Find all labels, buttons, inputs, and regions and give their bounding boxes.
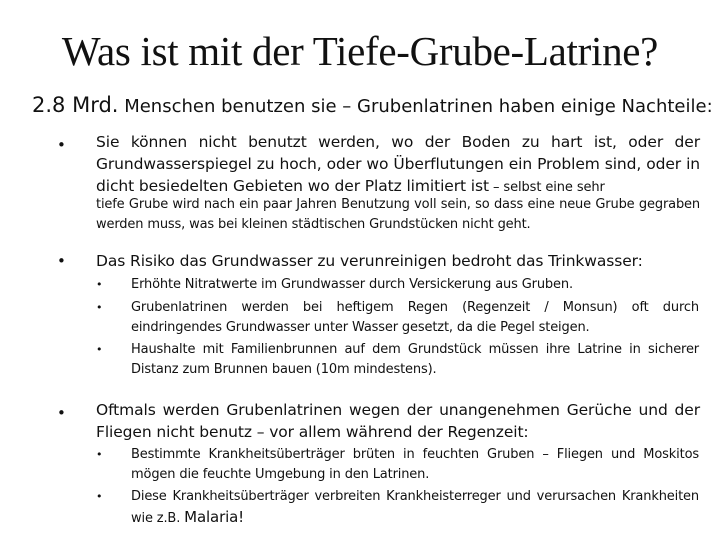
sub-bullet-marker: •	[96, 301, 103, 314]
bullet-marker: •	[57, 136, 66, 154]
sub-bullet-marker: •	[96, 490, 103, 503]
bullet-note: tiefe Grube wird nach ein paar Jahren Benutzung voll sein, so dass eine neue Grube gegraben werden muss, was bei kleinen städtischen Grundstücken nicht geht.	[96, 197, 700, 232]
subtitle-number: 2.8 Mrd.	[32, 93, 119, 117]
slide-title: Was ist mit der Tiefe-Grube-Latrine?	[61, 28, 659, 74]
subtitle-text: Menschen benutzen sie – Grubenlatrinen haben einige Nachteile:	[118, 96, 713, 117]
malaria-emphasis: Malaria!	[184, 508, 245, 526]
bullet-text	[96, 131, 700, 199]
bullet-text: Das Risiko das Grundwasser zu verunreinigen bedroht das Trinkwasser:	[96, 252, 643, 270]
bullet-text-main: Sie können nicht benutzt werden, wo der Boden zu hart ist, oder der Grundwasserspiegel zu hoch, oder wo Überflutungen ein Problem sind, oder in dicht besiedelten Gebieten wo der Platz limitiert ist	[96, 133, 700, 195]
sub-bullet-text: Erhöhte Nitratwerte im Grundwasser durch Versickerung aus Gruben.	[131, 277, 573, 292]
sub-bullet-text: Haushalte mit Familienbrunnen auf dem Grundstück müssen ihre Latrine in sicherer Distanz zum Brunnen bauen (10m mindestens).	[131, 342, 699, 377]
sub-bullet-text-main: Diese Krankheitsüberträger verbreiten Krankheisterreger und verursachen Krankheiten wie z.B.	[131, 489, 699, 526]
sub-bullet-text: Grubenlatrinen werden bei heftigem Regen (Regenzeit / Monsun) oft durch eindringendes Grundwasser unter Wasser gesetzt, da die Pegel steigen.	[131, 300, 699, 335]
sub-bullet-marker: •	[96, 278, 103, 291]
bullet-marker: •	[57, 404, 66, 422]
bullet-text: Oftmals werden Grubenlatrinen wegen der unangenehmen Gerüche und der Fliegen nicht benutz – vor allem während der Regenzeit:	[96, 401, 700, 441]
slide-subtitle	[32, 92, 712, 120]
sub-bullet-text: Bestimmte Krankheitsüberträger brüten in feuchten Gruben – Fliegen und Moskitos mögen die feuchte Umgebung in den Latrinen.	[131, 447, 699, 482]
sub-bullet-marker: •	[96, 343, 103, 356]
bullet-text-inline-note: – selbst eine sehr	[488, 180, 605, 195]
sub-bullet-text	[131, 487, 699, 529]
sub-bullet-marker: •	[96, 448, 103, 461]
bullet-marker: •	[57, 252, 66, 270]
